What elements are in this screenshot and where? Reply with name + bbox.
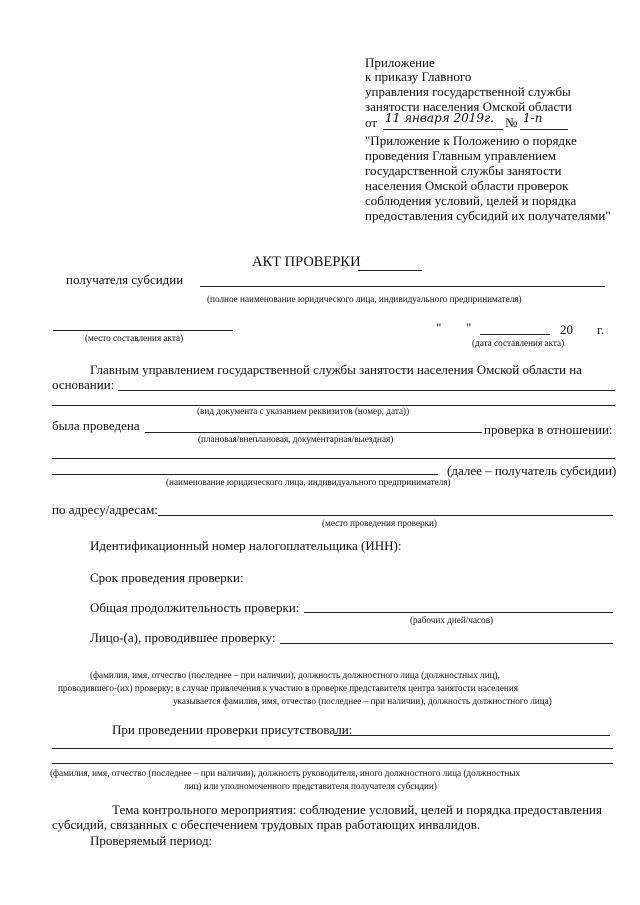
appendix-quote-2: проведения Главным управлением bbox=[365, 148, 557, 163]
duration-field[interactable] bbox=[304, 612, 613, 613]
duration-caption: (рабочих дней/часов) bbox=[410, 615, 494, 625]
recipient-field[interactable] bbox=[200, 286, 605, 287]
date-year-suffix: г. bbox=[597, 322, 605, 337]
topic-line-2: субсидий, связанных с обеспечением трудовых прав работающих инвалидов. bbox=[52, 817, 481, 832]
recipient-caption: (полное наименование юридического лица, индивидуального предпринимателя) bbox=[207, 294, 522, 304]
basis-field-1[interactable] bbox=[118, 390, 615, 391]
place-caption: (место составления акта) bbox=[85, 333, 184, 343]
present-field-1[interactable] bbox=[334, 735, 610, 736]
inspection-type-field[interactable] bbox=[145, 432, 482, 433]
entity-field-2[interactable] bbox=[52, 474, 438, 475]
present-field-2[interactable] bbox=[52, 748, 613, 749]
date-year-prefix: 20 bbox=[560, 322, 573, 337]
address-label: по адресу/адресам: bbox=[52, 502, 158, 517]
doc-caption: (вид документа с указанием реквизитов (номер, дата)) bbox=[197, 406, 410, 416]
appendix-line-1: Приложение bbox=[365, 55, 435, 70]
appendix-quote-4: населения Омской области проверок bbox=[365, 178, 569, 193]
appendix-quote-1: "Приложение к Положению о порядке bbox=[365, 133, 577, 148]
period-label: Срок проведения проверки: bbox=[90, 570, 244, 585]
further-label: (далее – получатель субсидии) bbox=[447, 463, 617, 478]
appendix-quote-5: соблюдения условий, целей и порядка bbox=[365, 193, 577, 208]
appendix-quote-6: предоставления субсидий их получателями" bbox=[365, 208, 611, 223]
present-caption-1: (фамилия, имя, отчество (последнее – при наличии), должность руководителя, иного должностного лица (должностных bbox=[50, 768, 521, 778]
intro-line-2: основании: bbox=[52, 377, 115, 392]
appendix-number-sign: № bbox=[505, 115, 518, 130]
person-caption-3: указывается фамилия, имя, отчество (последнее – при наличии), должность должностного лица) bbox=[173, 696, 552, 706]
person-caption-1: (фамилия, имя, отчество (последнее – при наличии), должность должностного лица (должностных лиц), bbox=[90, 670, 500, 680]
present-caption-2: лиц) или уполномоченного представителя получателя субсидии) bbox=[184, 781, 437, 791]
handwritten-number: 1-п bbox=[523, 111, 543, 125]
appendix-line-4: занятости населения Омской области bbox=[365, 99, 572, 114]
place-field[interactable] bbox=[53, 330, 233, 331]
act-title: АКТ ПРОВЕРКИ bbox=[252, 254, 361, 270]
person-caption-2: проводившего-(их) проверку; в случае привлечения к участию в проверке представителя центра занятости населения bbox=[58, 683, 518, 693]
inspection-in-respect-label: проверка в отношении: bbox=[484, 422, 613, 437]
person-label: Лицо-(а), проводившее проверку: bbox=[90, 630, 276, 645]
inn-label: Идентификационный номер налогоплательщика (ИНН): bbox=[90, 538, 402, 553]
address-caption: (место проведения проверки) bbox=[322, 518, 437, 528]
intro-line-1: Главным управлением государственной службы занятости населения Омской области на bbox=[90, 362, 582, 377]
appendix-line-2: к приказу Главного bbox=[365, 69, 472, 84]
date-month-field[interactable] bbox=[480, 334, 550, 335]
duration-label: Общая продолжительность проверки: bbox=[90, 600, 300, 615]
date-quote-open: " bbox=[436, 320, 442, 335]
handwritten-date: 11 января 2019г. bbox=[385, 111, 494, 125]
entity-caption: (наименование юридического лица, индивидуального предпринимателя) bbox=[166, 477, 451, 487]
topic-line-1: Тема контрольного мероприятия: соблюдение условий, целей и порядка предоставления bbox=[112, 802, 602, 817]
act-number-line[interactable] bbox=[358, 270, 422, 271]
present-field-3[interactable] bbox=[52, 763, 613, 764]
entity-field-1[interactable] bbox=[52, 458, 615, 459]
date-caption: (дата составления акта) bbox=[472, 338, 565, 348]
appendix-line-3: управления государственной службы bbox=[365, 84, 571, 99]
date-underline bbox=[383, 129, 503, 130]
date-quote-close: " bbox=[466, 320, 472, 335]
appendix-quote-3: государственной службы занятости bbox=[365, 163, 562, 178]
present-label: При проведении проверки присутствовали: bbox=[112, 722, 353, 737]
inspection-type-caption: (плановая/внеплановая, документарная/выездная) bbox=[198, 434, 394, 444]
period-checked-label: Проверяемый период: bbox=[90, 833, 213, 848]
appendix-ot: от bbox=[365, 115, 378, 130]
address-field[interactable] bbox=[158, 515, 613, 516]
person-field[interactable] bbox=[280, 643, 613, 644]
recipient-label: получателя субсидии bbox=[66, 272, 184, 287]
number-underline bbox=[520, 129, 568, 130]
conducted-label: была проведена bbox=[52, 418, 140, 433]
